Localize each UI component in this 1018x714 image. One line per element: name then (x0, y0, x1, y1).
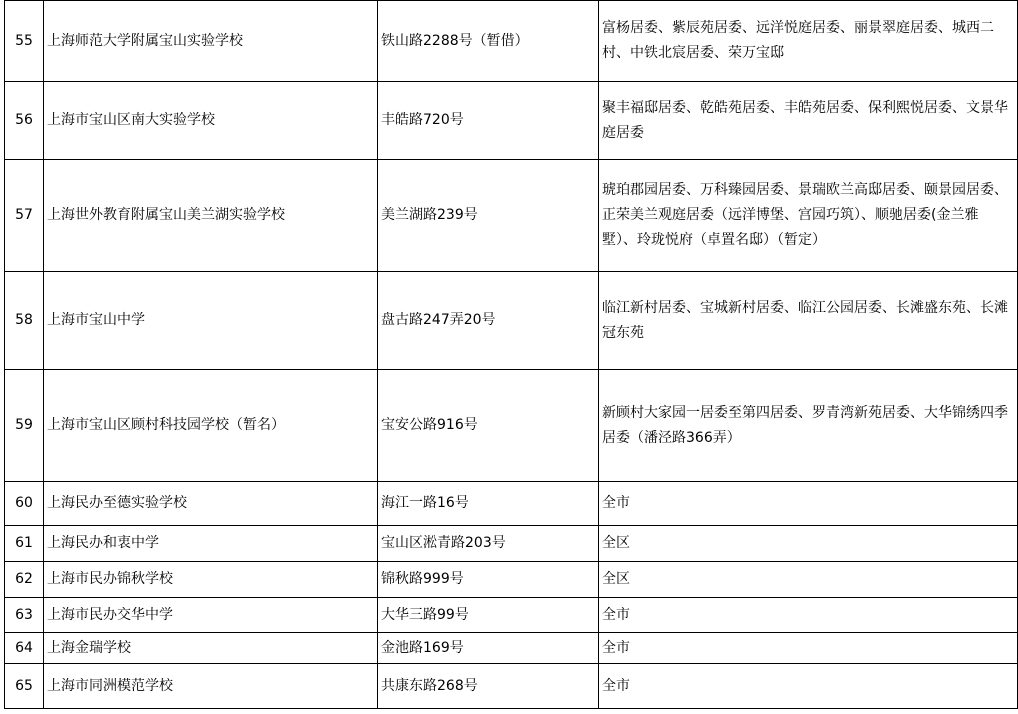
row-number-cell[interactable]: 65 (5, 664, 44, 709)
enrollment-area-cell[interactable]: 全市 (599, 633, 1018, 664)
row-number-cell[interactable]: 63 (5, 598, 44, 633)
address-cell[interactable]: 海江一路16号 (378, 482, 599, 526)
school-name-cell[interactable]: 上海世外教育附属宝山美兰湖实验学校 (44, 160, 378, 272)
address-cell[interactable]: 宝山区淞青路203号 (378, 526, 599, 562)
table-row (5, 1, 1018, 82)
table-row (5, 562, 1018, 598)
row-number-cell[interactable]: 62 (5, 562, 44, 598)
table-row (5, 598, 1018, 633)
enrollment-area-cell[interactable]: 全市 (599, 664, 1018, 709)
row-number-cell[interactable]: 60 (5, 482, 44, 526)
address-cell[interactable]: 丰皓路720号 (378, 82, 599, 160)
enrollment-area-cell[interactable]: 全区 (599, 526, 1018, 562)
table-row (5, 664, 1018, 709)
row-number-cell[interactable]: 64 (5, 633, 44, 664)
address-cell[interactable]: 共康东路268号 (378, 664, 599, 709)
school-name-cell[interactable]: 上海市宝山区顾村科技园学校（暂名） (44, 370, 378, 482)
address-cell[interactable]: 宝安公路916号 (378, 370, 599, 482)
row-number-cell[interactable]: 56 (5, 82, 44, 160)
school-name-cell[interactable]: 上海金瑞学校 (44, 633, 378, 664)
school-name-cell[interactable]: 上海民办至德实验学校 (44, 482, 378, 526)
enrollment-area-cell[interactable]: 全区 (599, 562, 1018, 598)
address-cell[interactable]: 美兰湖路239号 (378, 160, 599, 272)
school-name-cell[interactable]: 上海市民办锦秋学校 (44, 562, 378, 598)
enrollment-area-cell[interactable]: 新顾村大家园一居委至第四居委、罗青湾新苑居委、大华锦绣四季居委（潘泾路366弄） (599, 370, 1018, 482)
table-row (5, 633, 1018, 664)
address-cell[interactable]: 锦秋路999号 (378, 562, 599, 598)
address-cell[interactable]: 铁山路2288号（暂借） (378, 1, 599, 82)
enrollment-area-cell[interactable]: 全市 (599, 598, 1018, 633)
row-number-cell[interactable]: 55 (5, 1, 44, 82)
table-row (5, 482, 1018, 526)
table-row (5, 526, 1018, 562)
school-name-cell[interactable]: 上海市民办交华中学 (44, 598, 378, 633)
address-cell[interactable]: 大华三路99号 (378, 598, 599, 633)
table-row (5, 160, 1018, 272)
row-number-cell[interactable]: 57 (5, 160, 44, 272)
table-row (5, 272, 1018, 370)
school-name-cell[interactable]: 上海市宝山区南大实验学校 (44, 82, 378, 160)
table-row (5, 82, 1018, 160)
school-name-cell[interactable]: 上海师范大学附属宝山实验学校 (44, 1, 378, 82)
school-enrollment-table (4, 0, 1018, 709)
school-name-cell[interactable]: 上海民办和衷中学 (44, 526, 378, 562)
address-cell[interactable]: 金池路169号 (378, 633, 599, 664)
school-name-cell[interactable]: 上海市同洲模范学校 (44, 664, 378, 709)
enrollment-area-cell[interactable]: 临江新村居委、宝城新村居委、临江公园居委、长滩盛东苑、长滩冠东苑 (599, 272, 1018, 370)
row-number-cell[interactable]: 61 (5, 526, 44, 562)
enrollment-area-cell[interactable]: 聚丰福邸居委、乾皓苑居委、丰皓苑居委、保利熙悦居委、文景华庭居委 (599, 82, 1018, 160)
row-number-cell[interactable]: 59 (5, 370, 44, 482)
school-name-cell[interactable]: 上海市宝山中学 (44, 272, 378, 370)
enrollment-area-cell[interactable]: 琥珀郡园居委、万科臻园居委、景瑞欧兰高邸居委、颐景园居委、正荣美兰观庭居委（远洋博堡、宫园巧筑）、顺驰居委(金兰雅墅）、玲珑悦府（卓置名邸）（暂定） (599, 160, 1018, 272)
enrollment-area-cell[interactable]: 富杨居委、紫辰苑居委、远洋悦庭居委、丽景翠庭居委、城西二村、中铁北宸居委、荣万宝邸 (599, 1, 1018, 82)
row-number-cell[interactable]: 58 (5, 272, 44, 370)
enrollment-area-cell[interactable]: 全市 (599, 482, 1018, 526)
table-row (5, 370, 1018, 482)
address-cell[interactable]: 盘古路247弄20号 (378, 272, 599, 370)
